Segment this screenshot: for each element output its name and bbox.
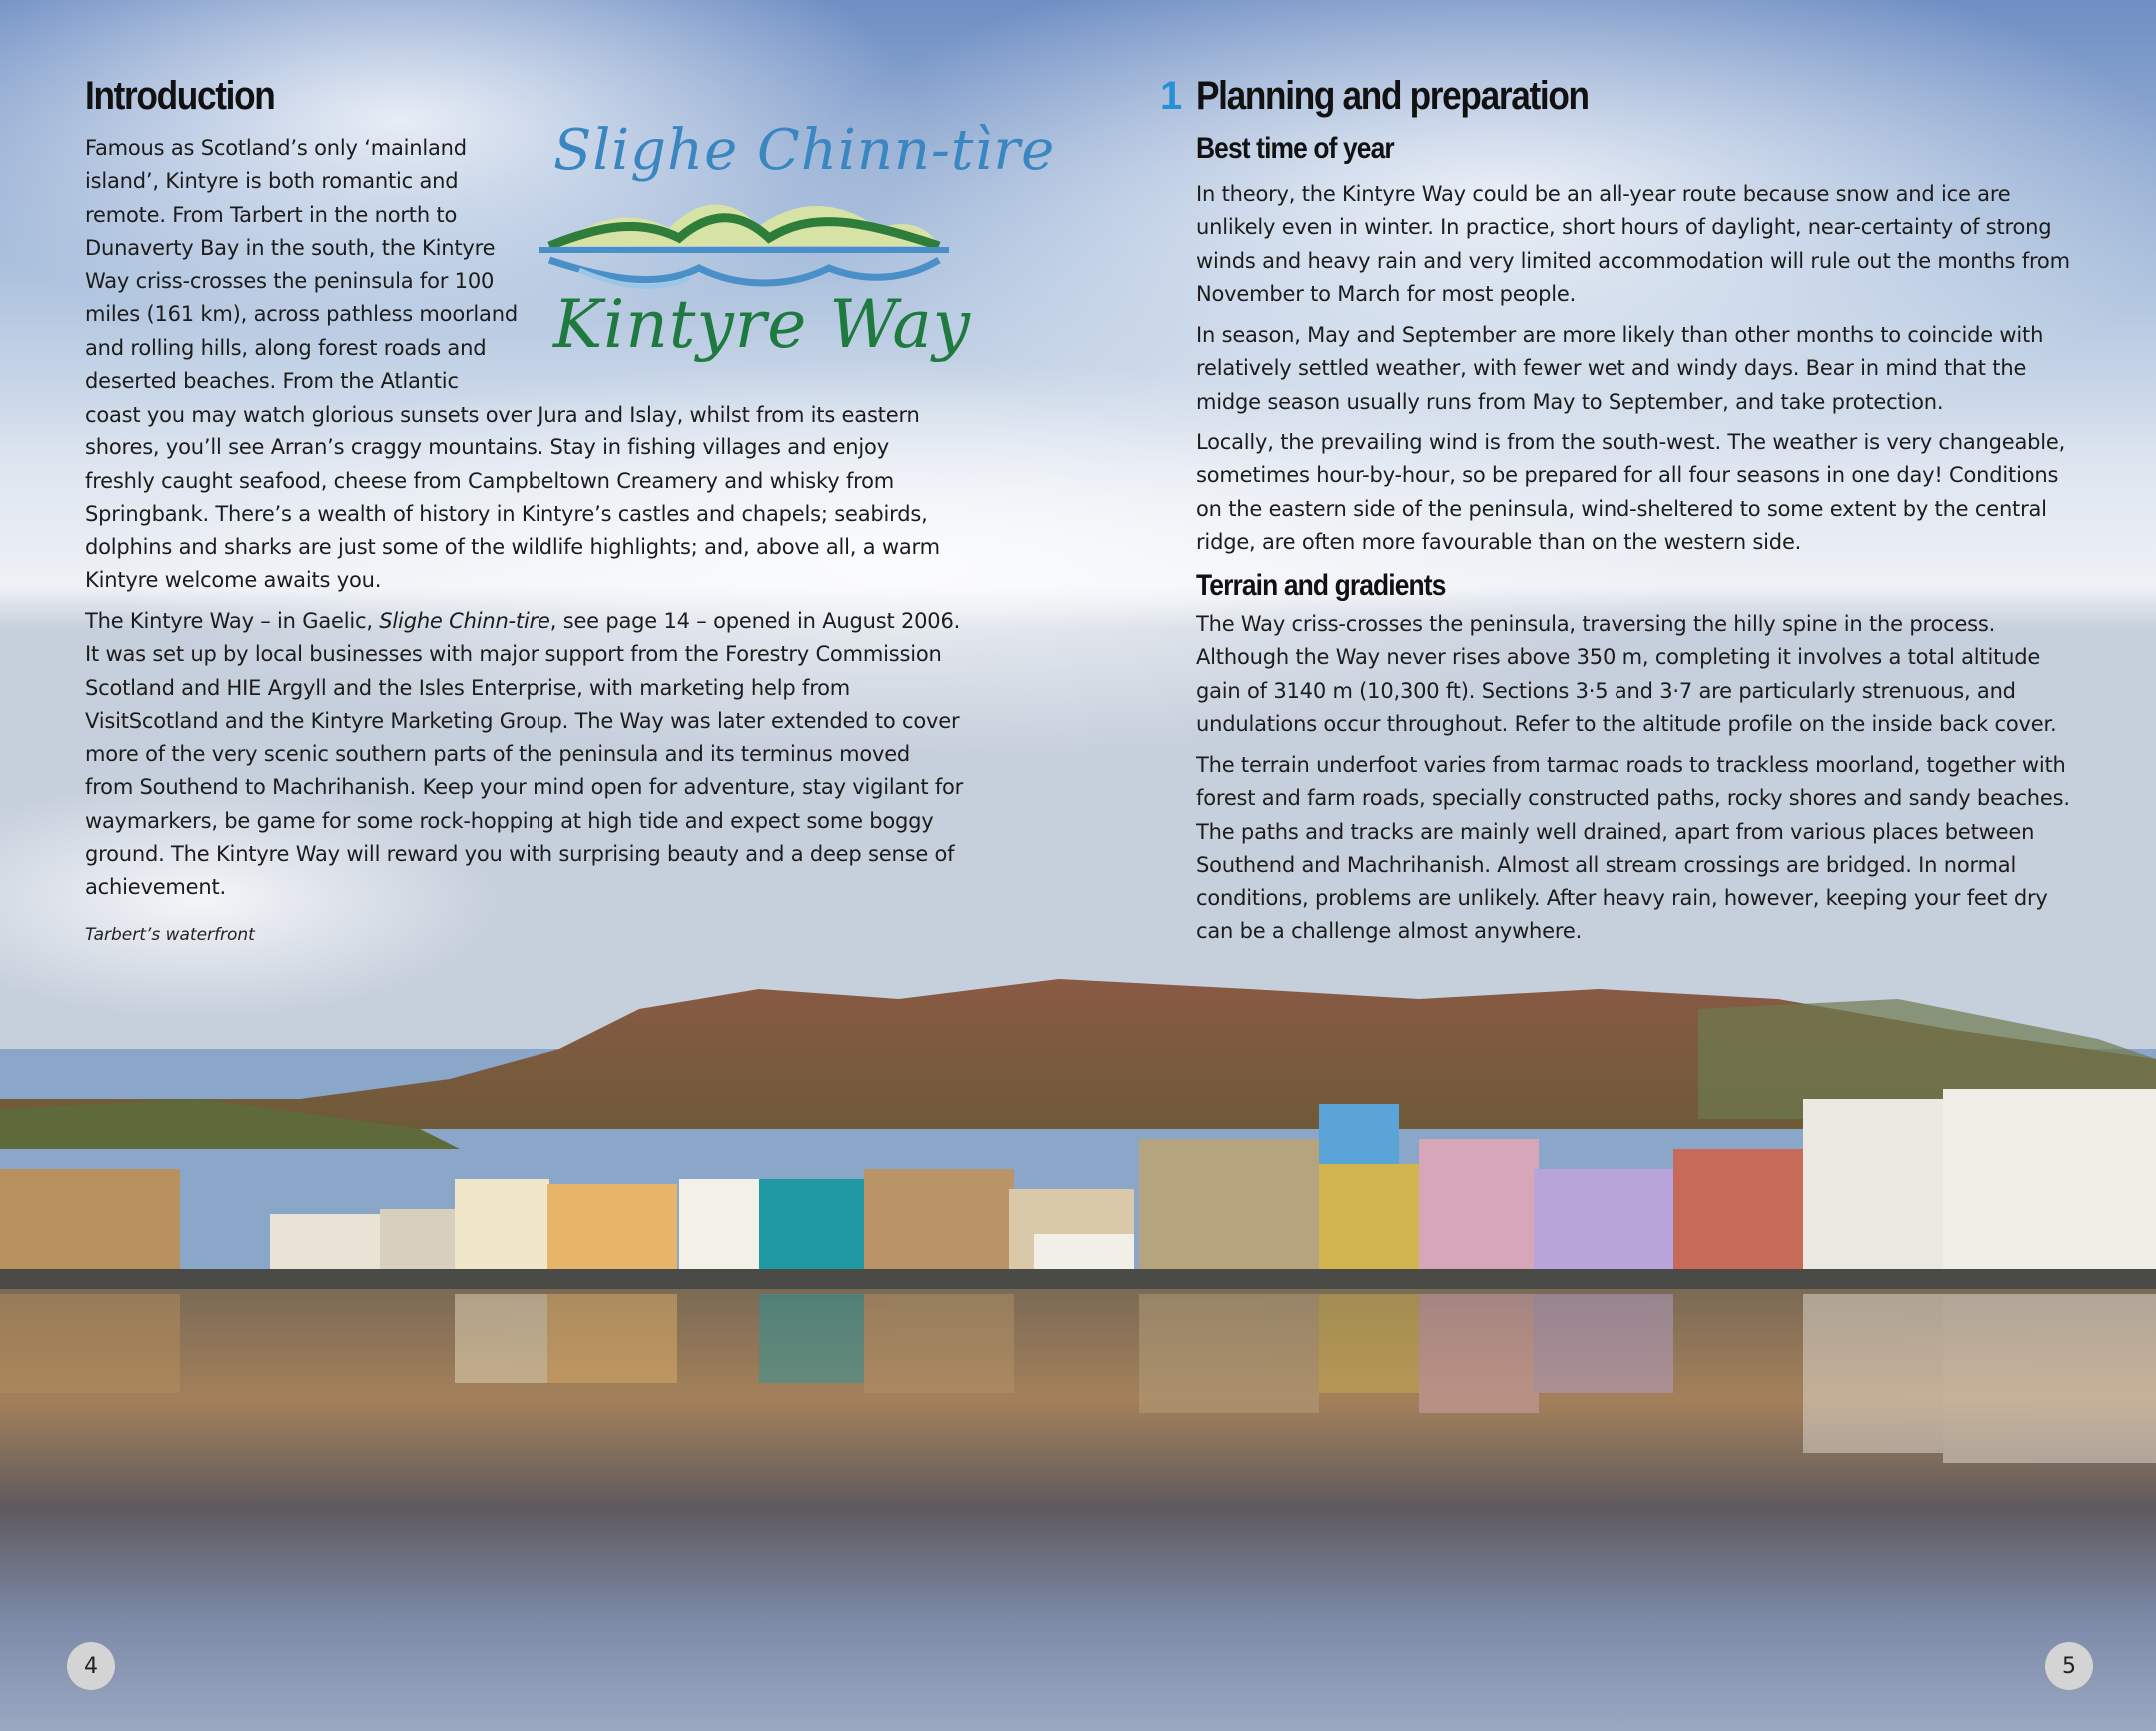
- logo-english-name: Kintyre Way: [553, 286, 972, 363]
- text-line: Way criss-crosses the peninsula for 100: [85, 269, 495, 294]
- text-run: The Kintyre Way – in Gaelic,: [85, 609, 380, 633]
- text-line: miles (161 km), across pathless moorland: [85, 302, 518, 327]
- intro-paragraph-continued: coast you may watch glorious sunsets over Jura and Islay, whilst from its eastern shores, you’ll see Arran’s craggy mountains. Stay in fishing villages and enjoy freshly caught seafood, cheese from Campbeltown Creamery and whisky from Springbank. There’s a wealth of history in Kintyre’s castles and chapels; seabirds, dolphins and sharks are just some of the wildlife highlights; and, above all, a warm Kintyre welcome awaits you.: [85, 403, 940, 593]
- photo-caption: Tarbert’s waterfront: [85, 925, 255, 945]
- body-paragraph: The terrain underfoot varies from tarmac roads to trackless moorland, together with forest and farm roads, specially constructed paths, rocky shores and sandy beaches. The paths and tracks are mainly well drained, apart from various places between Southend and Machrihanish. Almost all stream crossings are bridged. In normal conditions, problems are unlikely. After heavy rain, however, keeping your feet dry can be a challenge almost anywhere.: [1196, 753, 2070, 944]
- intro-paragraph-wrapped: [85, 132, 525, 398]
- body-paragraph: Locally, the prevailing wind is from the south-west. The weather is very changeable, sometimes hour-by-hour, so be prepared for all four seasons in one day! Conditions on the eastern side of the peninsula, wind-sheltered to some extent by the central ridge, are often more favourable than on the western side.: [1196, 431, 2066, 554]
- page-number-badge: [2045, 1642, 2093, 1690]
- page-number: 4: [84, 1653, 98, 1679]
- text-line: remote. From Tarbert in the north to: [85, 202, 458, 227]
- right-page: [1078, 0, 2156, 1731]
- page-number: 5: [2062, 1653, 2076, 1679]
- section-heading: Best time of year: [1196, 132, 1394, 165]
- text-line: island’, Kintyre is both romantic and: [85, 169, 459, 194]
- text-line: and rolling hills, along forest roads and: [85, 335, 487, 360]
- page-number-badge: [67, 1642, 115, 1690]
- kintyre-way-logo: [539, 118, 1056, 388]
- gaelic-name-italic: Slighe Chinn-tire: [379, 609, 550, 633]
- body-paragraph: In theory, the Kintyre Way could be an all-year route because snow and ice are unlikely even in winter. In practice, short hours of daylight, near-certainty of strong winds and heavy rain and very limited accommodation will rule out the months from November to March for most people.: [1196, 182, 2070, 306]
- history-paragraph: [85, 605, 964, 905]
- text-run: , see page 14 – opened in August 2006. It was set up by local businesses with major support from the Forestry Commission Scotland and HIE Argyll and the Isles Enterprise, with marketing help from VisitScotland and the Kintyre Marketing Group. The Way was later extended to cover more of the very scenic southern parts of the peninsula and its terminus moved from Southend to Machrihanish. Keep your mind open for adventure, stay vigilant for waymarkers, be game for some rock-hopping at high tide and expect some boggy ground. The Kintyre Way will reward you with surprising beauty and a deep sense of achievement.: [85, 609, 964, 900]
- section-heading: Terrain and gradients: [1196, 569, 1446, 602]
- body-paragraph: In season, May and September are more likely than other months to coincide with relatively settled weather, with fewer wet and windy days. Bear in mind that the midge season usually runs from May to September, and take protection.: [1196, 323, 2044, 414]
- chapter-number: 1: [1160, 74, 1183, 118]
- text-line: deserted beaches. From the Atlantic: [85, 369, 459, 394]
- text-line: Famous as Scotland’s only ‘mainland: [85, 136, 467, 160]
- logo-hills-icon: [539, 188, 949, 298]
- chapter-heading: Planning and preparation: [1196, 74, 1589, 118]
- logo-gaelic-name: Slighe Chinn-tìre: [553, 118, 1056, 183]
- page-heading: Introduction: [85, 74, 275, 118]
- text-line: Dunaverty Bay in the south, the Kintyre: [85, 235, 496, 260]
- body-paragraph: The Way criss-crosses the peninsula, traversing the hilly spine in the process. Although the Way never rises above 350 m, completing it involves a total altitude gain of 3140 m (10,300 ft). Sections 3·5 and 3·7 are particularly strenuous, and undulations occur throughout. Refer to the altitude profile on the inside back cover.: [1196, 612, 2057, 736]
